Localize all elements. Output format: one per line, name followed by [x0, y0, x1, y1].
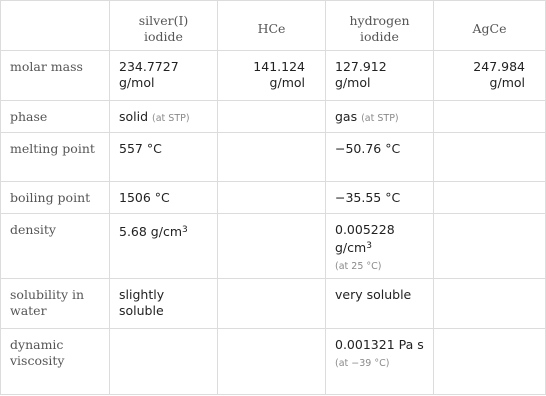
boiling-point-hydrogen-iodide: −35.55 °C: [326, 182, 434, 214]
density-silver-iodide-exponent: 3: [182, 225, 188, 235]
viscosity-silver-iodide: [110, 329, 218, 395]
table-row: [1, 182, 546, 214]
molar-mass-agce: 247.984 g/mol: [434, 51, 546, 101]
boiling-point-silver-iodide: 1506 °C: [110, 182, 218, 214]
solubility-hce: [218, 279, 326, 329]
density-hydrogen-iodide-note: (at 25 °C): [335, 261, 382, 272]
density-silver-iodide-cell: [110, 214, 218, 279]
header-hce: HCe: [218, 1, 326, 51]
density-hydrogen-iodide-cell: [326, 214, 434, 279]
phase-hydrogen-iodide: gas: [335, 109, 358, 124]
molar-mass-silver-iodide: 234.7727 g/mol: [110, 51, 218, 101]
density-hce: [218, 214, 326, 279]
solubility-hydrogen-iodide: very soluble: [326, 279, 434, 329]
row-label-solubility: solubility in water: [1, 279, 110, 329]
viscosity-hydrogen-iodide-note: (at −39 °C): [335, 358, 390, 369]
phase-hydrogen-iodide-cell: [326, 101, 434, 133]
viscosity-hce: [218, 329, 326, 395]
phase-hce: [218, 101, 326, 133]
phase-silver-iodide-note: (at STP): [152, 113, 190, 124]
phase-silver-iodide: solid: [119, 109, 149, 124]
melting-point-silver-iodide: 557 °C: [110, 133, 218, 182]
solubility-agce: [434, 279, 546, 329]
melting-point-agce: [434, 133, 546, 182]
row-label-molar-mass: molar mass: [1, 51, 110, 101]
viscosity-hydrogen-iodide: 0.001321 Pa s: [335, 337, 424, 352]
table-row: [1, 51, 546, 101]
table-row: [1, 329, 546, 395]
molar-mass-hce: 141.124 g/mol: [218, 51, 326, 101]
row-label-viscosity: dynamic viscosity: [1, 329, 110, 395]
melting-point-hce: [218, 133, 326, 182]
viscosity-hydrogen-iodide-cell: [326, 329, 434, 395]
phase-hydrogen-iodide-note: (at STP): [361, 113, 399, 124]
table-row: [1, 279, 546, 329]
header-silver-iodide: silver(I) iodide: [110, 1, 218, 51]
header-empty: [1, 1, 110, 51]
viscosity-agce: [434, 329, 546, 395]
row-label-melting-point: melting point: [1, 133, 110, 182]
header-row: [1, 1, 546, 51]
header-agce: AgCe: [434, 1, 546, 51]
density-hydrogen-iodide-exponent: 3: [366, 241, 372, 251]
molar-mass-hydrogen-iodide: 127.912 g/mol: [326, 51, 434, 101]
row-label-boiling-point: boiling point: [1, 182, 110, 214]
phase-silver-iodide-cell: [110, 101, 218, 133]
phase-agce: [434, 101, 546, 133]
table-row: [1, 101, 546, 133]
density-silver-iodide: 5.68 g/cm: [119, 224, 183, 239]
density-hydrogen-iodide: 0.005228 g/cm: [335, 222, 395, 255]
density-agce: [434, 214, 546, 279]
boiling-point-agce: [434, 182, 546, 214]
row-label-density: density: [1, 214, 110, 279]
header-hydrogen-iodide: hydrogen iodide: [326, 1, 434, 51]
melting-point-hydrogen-iodide: −50.76 °C: [326, 133, 434, 182]
row-label-phase: phase: [1, 101, 110, 133]
table-row: [1, 133, 546, 182]
boiling-point-hce: [218, 182, 326, 214]
table-row: [1, 214, 546, 279]
solubility-silver-iodide: slightly soluble: [110, 279, 218, 329]
